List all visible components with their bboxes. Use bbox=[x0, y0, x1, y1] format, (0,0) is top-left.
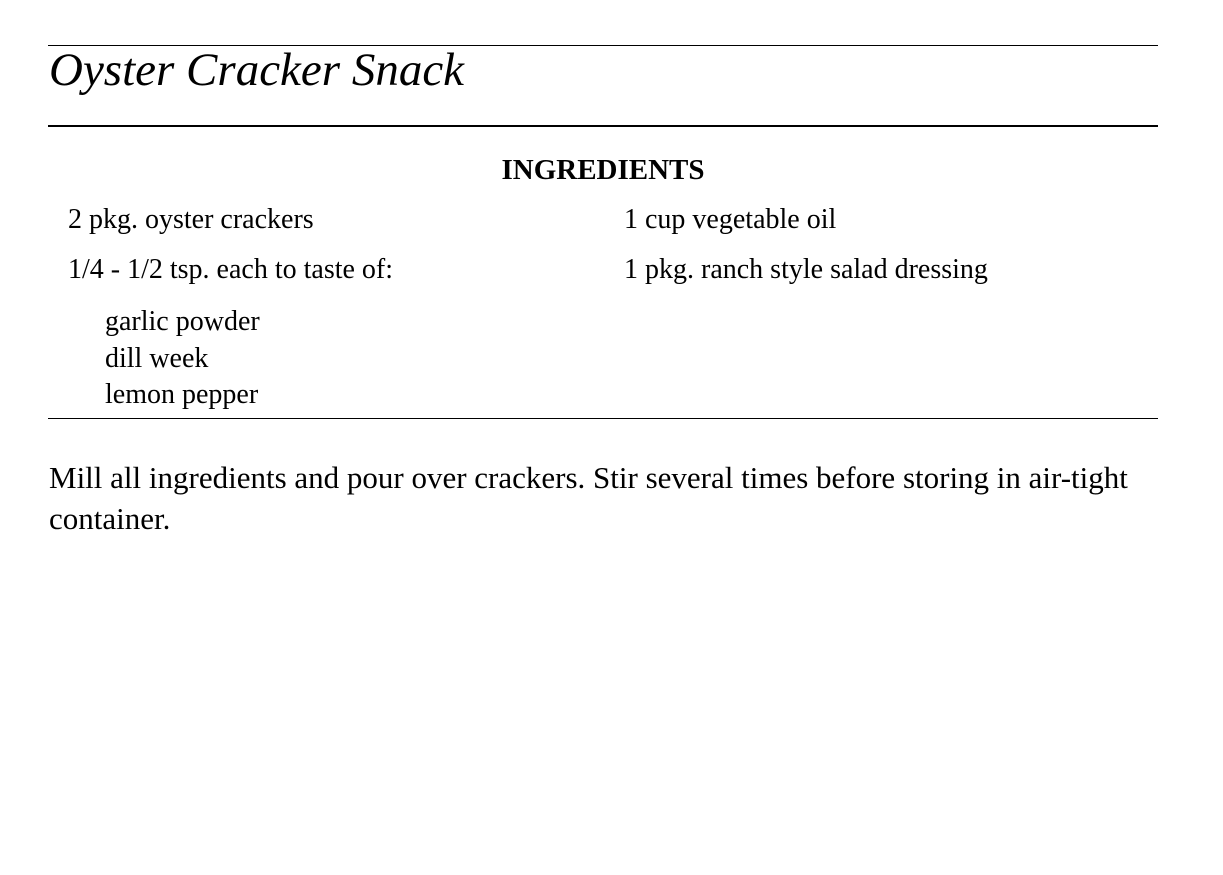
recipe-title: Oyster Cracker Snack bbox=[49, 44, 465, 96]
seasoning-item: lemon pepper bbox=[105, 379, 259, 410]
seasoning-list bbox=[105, 304, 260, 414]
title-rule bbox=[48, 125, 1158, 127]
ingredients-rule bbox=[48, 418, 1158, 419]
recipe-directions: Mill all ingredients and pour over crackers. Stir several times before storing in air-tight container. bbox=[49, 460, 1128, 536]
seasoning-item: dill week bbox=[105, 342, 209, 374]
seasoning-item: garlic powder bbox=[105, 306, 260, 337]
ingredient-item: 1 pkg. ranch style salad dressing bbox=[624, 254, 988, 285]
ingredient-item: 1 cup vegetable oil bbox=[624, 204, 837, 235]
ingredient-item: 1/4 - 1/2 tsp. each to taste of: bbox=[68, 254, 394, 285]
ingredient-item: 2 pkg. oyster crackers bbox=[68, 204, 314, 235]
ingredients-heading: INGREDIENTS bbox=[501, 154, 705, 186]
